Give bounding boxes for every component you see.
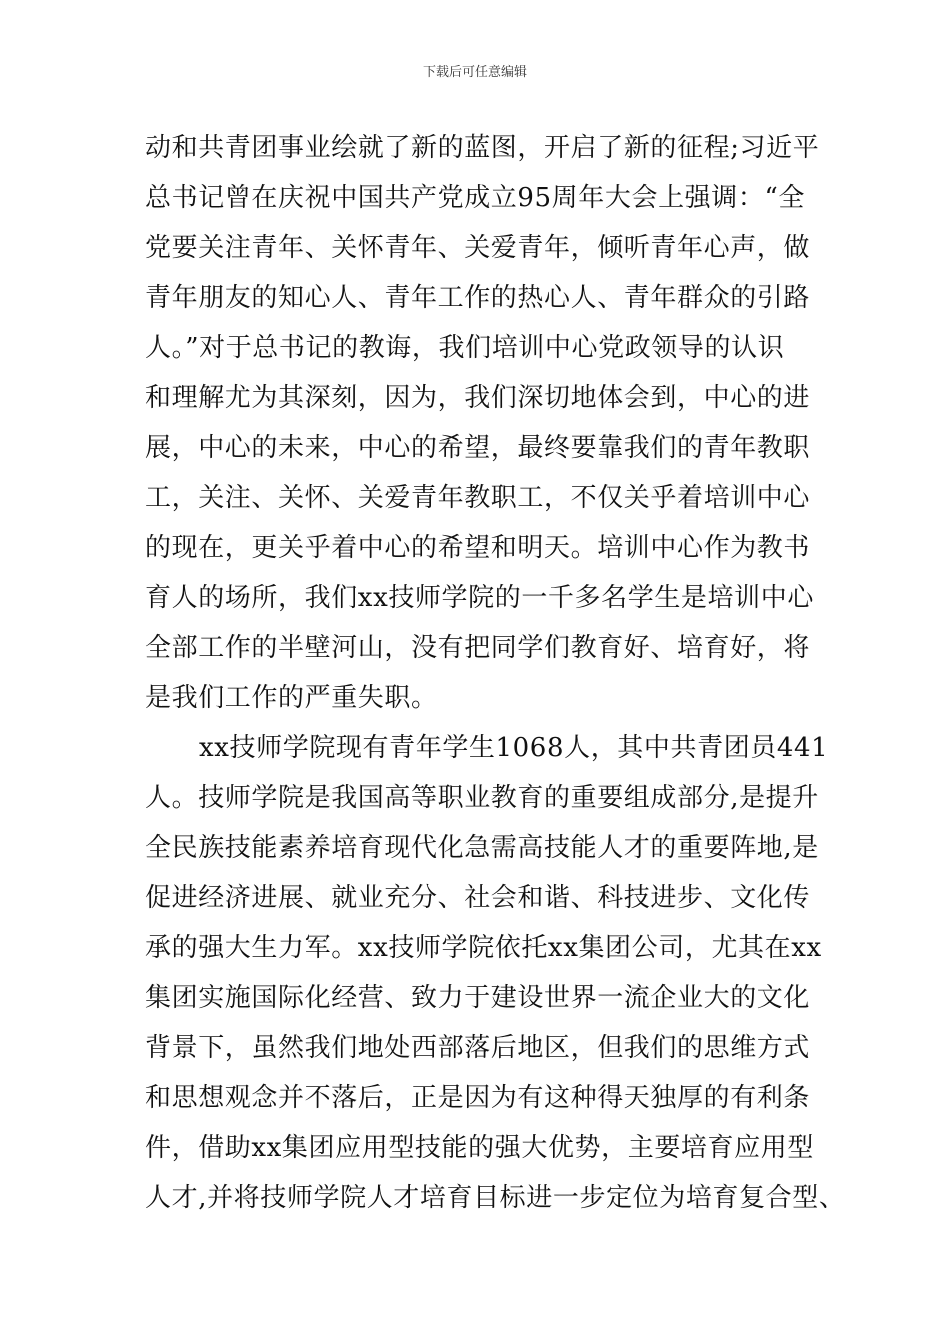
text-line-first-indented: xx技师学院现有青年学生1068人，其中共青团员441 [199, 733, 829, 763]
text-line: 人。”对于总书记的教诲，我们培训中心党政领导的认识 [145, 333, 785, 363]
text-line: 育人的场所，我们xx技师学院的一千多名学生是培训中心 [145, 583, 814, 613]
text-line: 全民族技能素养培育现代化急需高技能人才的重要阵地,是 [145, 833, 819, 863]
page-header: 下载后可任意编辑 [422, 65, 527, 80]
text-line: 总书记曾在庆祝中国共产党成立95周年大会上强调：“全 [145, 183, 805, 213]
text-line: 青年朋友的知心人、青年工作的热心人、青年群众的引路 [145, 283, 811, 313]
text-line: 人。技师学院是我国高等职业教育的重要组成部分,是提升 [145, 783, 819, 813]
text-line: 集团实施国际化经营、致力于建设世界一流企业大的文化 [145, 983, 811, 1013]
text-line: 动和共青团事业绘就了新的蓝图，开启了新的征程;习近平 [145, 133, 820, 163]
text-line: 和思想观念并不落后，正是因为有这种得天独厚的有利条 [145, 1083, 811, 1113]
paragraph-1 [145, 123, 825, 723]
text-line: 展，中心的未来，中心的希望，最终要靠我们的青年教职 [145, 433, 811, 463]
text-line: 和理解尤为其深刻，因为，我们深切地体会到，中心的进 [145, 383, 811, 413]
text-line: 工，关注、关怀、关爱青年教职工，不仅关乎着培训中心 [145, 483, 811, 513]
text-line: 党要关注青年、关怀青年、关爱青年，倾听青年心声，做 [145, 233, 811, 263]
body-text [145, 123, 846, 1223]
text-line: 全部工作的半壁河山，没有把同学们教育好、培育好，将 [145, 633, 811, 663]
paragraph-2 [145, 723, 846, 1223]
text-line: 是我们工作的严重失职。 [145, 683, 438, 713]
text-line: 的现在，更关乎着中心的希望和明天。培训中心作为教书 [145, 533, 811, 563]
text-line: 促进经济进展、就业充分、社会和谐、科技进步、文化传 [145, 883, 811, 913]
text-line: 背景下，虽然我们地处西部落后地区，但我们的思维方式 [145, 1033, 811, 1063]
text-line: 人才,并将技师学院人才培育目标进一步定位为培育复合型、 [145, 1183, 846, 1213]
text-line: 承的强大生力军。xx技师学院依托xx集团公司，尤其在xx [145, 933, 822, 963]
text-line: 件，借助xx集团应用型技能的强大优势，主要培育应用型 [145, 1133, 814, 1163]
